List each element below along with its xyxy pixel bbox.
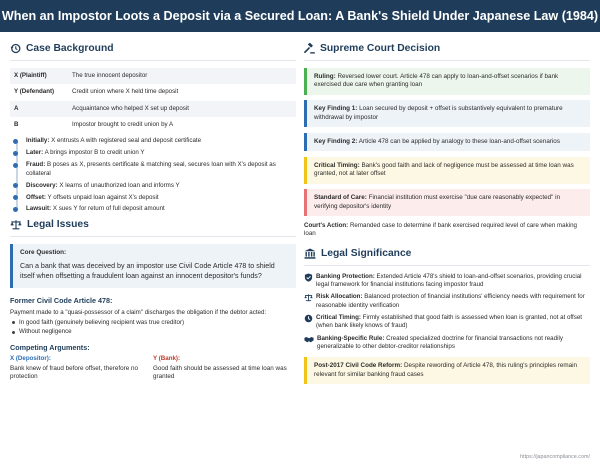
timeline-item: Lawsuit: X sues Y for return of full deposit amount: [26, 205, 296, 213]
significance-item: Banking-Specific Rule: Created specialized doctrine for financial transactions not readily generalizable to other debtor-creditor relationships: [304, 335, 590, 352]
columns: [0, 32, 600, 384]
significance-item: Risk Allocation: Balanced protection of financial institutions' efficiency needs with requirement for reasonable identity verification: [304, 293, 590, 310]
list-item: Without negligence: [10, 328, 296, 336]
argument-y-label: Y (Bank):: [153, 355, 181, 363]
footer-url: https://japancompliance.com/: [520, 453, 590, 460]
party-name: X (Plaintiff): [10, 68, 68, 84]
argument-x-text: Bank knew of fraud before offset, therefore no protection: [10, 364, 139, 381]
table-row: [10, 68, 296, 84]
timeline-dot: [13, 183, 18, 188]
institution-icon: [304, 248, 316, 259]
timeline-item: Initially: X entrusts A with registered seal and deposit certificate: [26, 137, 296, 145]
history-icon: [10, 43, 21, 54]
timeline-dot: [13, 195, 18, 200]
timeline-item: Discovery: X learns of unauthorized loan and informs Y: [26, 182, 296, 190]
page-title: When an Impostor Loots a Deposit via a Secured Loan: A Bank's Shield Under Japanese Law (1984): [1, 8, 599, 23]
party-desc: The true innocent depositor: [68, 68, 296, 84]
table-row: [10, 117, 296, 133]
decision-card-standard: Standard of Care: Financial institution must exercise "due care reasonably expected" in verifying depositor's identity: [304, 189, 590, 216]
decision-card-ruling: Ruling: Reversed lower court. Article 478 can apply to loan-and-offset scenarios if bank exercised due care when granting loan: [304, 68, 590, 95]
argument-x-label: X (Depositor):: [10, 355, 51, 363]
legal-issues-heading: Legal Issues: [10, 218, 296, 237]
shield-check-icon: [304, 273, 313, 282]
left-column: [10, 32, 296, 384]
core-question-label: Core Question:: [20, 248, 67, 256]
decision-heading: Supreme Court Decision: [304, 42, 590, 61]
timeline-dot: [13, 207, 18, 212]
parties-table: [10, 68, 296, 133]
party-desc: Credit union where X held time deposit: [72, 88, 179, 96]
timeline-dot: [13, 139, 18, 144]
scale-icon: [304, 293, 313, 302]
court-action: Court's Action: Remanded case to determine if bank exercised required level of care when making loan: [304, 221, 577, 238]
argument-y-text: Good faith should be assessed at time loan was granted: [153, 364, 287, 381]
timeline-dot: [13, 163, 18, 168]
former-article-heading: Former Civil Code Article 478:: [10, 295, 113, 305]
list-item: In good faith (genuinely believing recipient was true creditor): [10, 319, 296, 327]
core-question-box: [10, 244, 296, 288]
timeline-item: Offset: Y offsets unpaid loan against X's deposit: [26, 194, 296, 202]
former-article-text: Payment made to a "quasi-possessor of a claim" discharges the obligation if the debtor acted:: [10, 308, 267, 316]
table-row: [10, 101, 296, 117]
decision-card-timing: Critical Timing: Bank's good faith and lack of negligence must be assessed at time loan was granted, not at later offset: [304, 157, 590, 184]
post-reform-note: Post-2017 Civil Code Reform: Despite rewording of Article 478, this ruling's principles remain relevant for similar banking fraud cases: [304, 357, 590, 384]
timeline-item: Fraud: B poses as X, presents certificate & matching seal, secures loan with X's deposit as collateral: [26, 161, 296, 178]
timeline: [14, 137, 296, 213]
balance-scale-icon: [10, 219, 22, 230]
argument-x: [10, 355, 153, 381]
clock-icon: [304, 314, 313, 323]
significance-item: Banking Protection: Extended Article 478's shield to loan-and-offset scenarios, providing crucial legal framework for financial institutions facing impostor fraud: [304, 273, 590, 290]
title-bar: [0, 0, 600, 32]
party-desc: Acquaintance who helped X set up deposit: [68, 101, 296, 117]
right-column: [304, 32, 590, 384]
table-row: [10, 84, 296, 100]
core-question-text: Can a bank that was deceived by an impostor use Civil Code Article 478 to shield itself when offsetting a fraudulent loan against an innocent depositor's funds?: [20, 262, 275, 281]
former-article-conditions: [10, 319, 296, 337]
handshake-icon: [304, 335, 314, 344]
party-name: Y (Defendant): [14, 88, 55, 96]
significance-heading: Legal Significance: [304, 247, 590, 266]
timeline-item: Later: A brings impostor B to credit union Y: [26, 149, 296, 157]
party-desc: Impostor brought to credit union by A: [72, 120, 174, 128]
party-name: A: [10, 101, 68, 117]
party-name: B: [14, 120, 19, 128]
decision-card-finding-2: Key Finding 2: Article 478 can be applied by analogy to these loan-and-offset scenarios: [304, 133, 590, 152]
decision-card-finding-1: Key Finding 1: Loan secured by deposit + offset is substantively equivalent to premature withdrawal by impostor: [304, 100, 590, 127]
significance-item: Critical Timing: Firmly established that good faith is assessed when loan is granted, not at offset (when bank likely knows of fraud): [304, 314, 590, 331]
competing-arguments: [10, 355, 296, 381]
argument-y: [153, 355, 296, 381]
gavel-icon: [304, 43, 315, 54]
timeline-dot: [13, 151, 18, 156]
case-background-heading: Case Background: [10, 42, 296, 61]
competing-arguments-heading: Competing Arguments:: [10, 342, 90, 352]
